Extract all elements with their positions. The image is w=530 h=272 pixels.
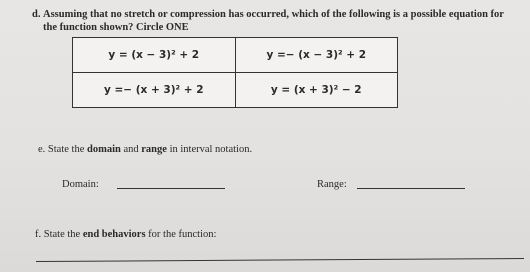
part-e-question	[38, 143, 252, 156]
part-d-letter: d.	[32, 9, 41, 20]
part-f-keyword: end behaviors	[82, 229, 146, 240]
domain-answer-line[interactable]	[117, 188, 225, 189]
range-answer-line[interactable]	[357, 188, 465, 189]
options-row	[73, 73, 398, 108]
part-d-question-line1: Assuming that no stretch or compression has occurred, which of the following is a possible equation for	[43, 9, 504, 20]
range-label: Range:	[317, 179, 347, 190]
option-cell[interactable]: y =− (x − 3)² + 2	[235, 38, 398, 73]
part-e-keyword-range: range	[141, 144, 167, 155]
part-e-text-post: in interval notation.	[166, 144, 253, 155]
part-f-letter: f.	[35, 229, 42, 240]
part-f-text-pre: State the	[43, 229, 83, 240]
option-cell[interactable]: y = (x − 3)² + 2	[73, 38, 236, 73]
option-cell[interactable]: y =− (x + 3)² + 2	[73, 73, 236, 108]
part-e-letter: e.	[38, 144, 46, 155]
part-e-text-pre: State the	[47, 144, 87, 155]
options-row	[73, 38, 398, 73]
part-e-text-mid: and	[120, 144, 142, 155]
equation-options-table	[72, 37, 398, 108]
option-cell[interactable]: y = (x + 3)² − 2	[235, 73, 398, 108]
part-f-text-post: for the function:	[145, 229, 217, 240]
domain-label: Domain:	[62, 179, 99, 190]
part-d-question-line2: the function shown? Circle ONE	[43, 22, 189, 33]
part-f-question	[35, 228, 216, 241]
part-e-keyword-domain: domain	[87, 144, 121, 155]
end-behavior-answer-line[interactable]	[36, 258, 524, 262]
